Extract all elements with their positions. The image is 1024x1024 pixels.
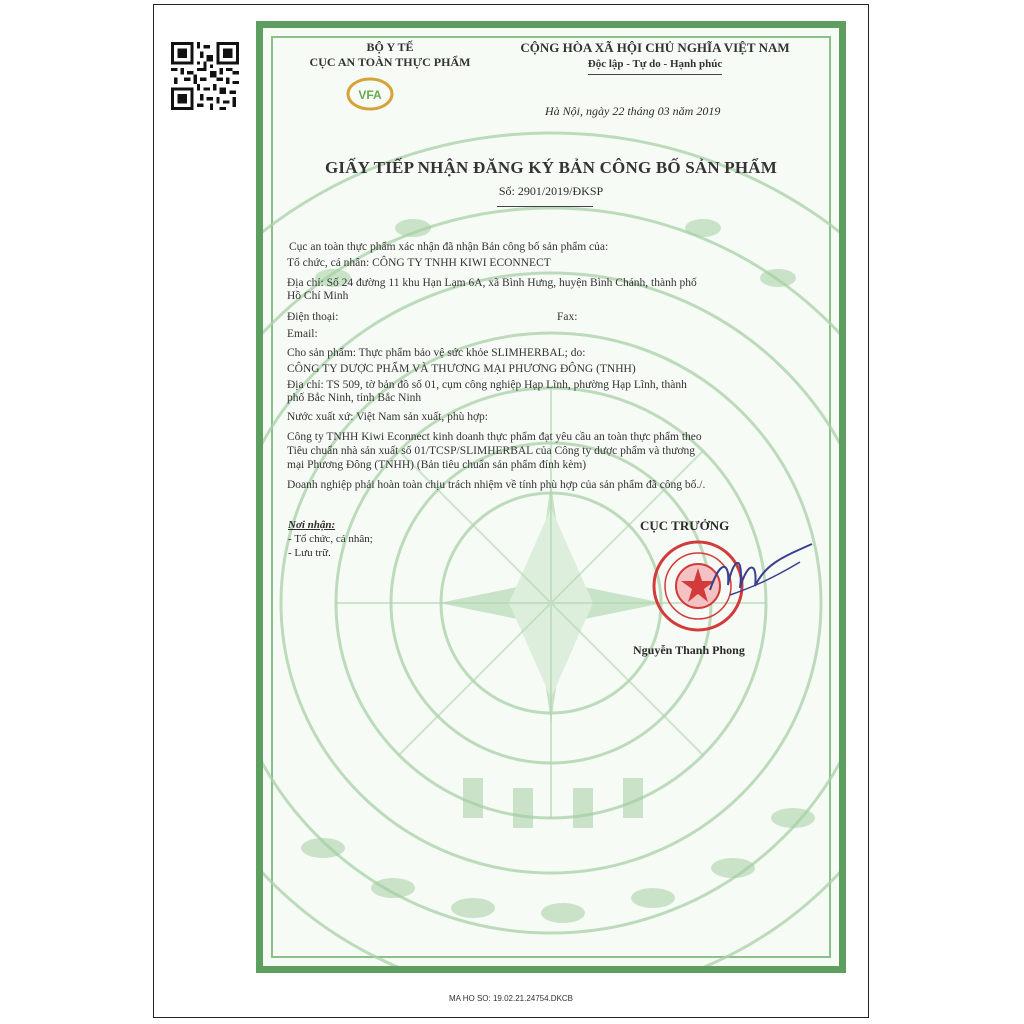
issuing-agency [305, 40, 475, 70]
agency-name: CỤC AN TOÀN THỰC PHẨM [309, 55, 471, 69]
address-line-2b: phố Bắc Ninh, tỉnh Bắc Ninh [287, 392, 422, 404]
manufacturer-line: CÔNG TY DƯỢC PHẨM VÀ THƯƠNG MẠI PHƯƠNG ĐÔNG (TNHH) [287, 363, 636, 375]
document-title: GIẤY TIẾP NHẬN ĐĂNG KÝ BẢN CÔNG BỐ SẢN PHẨM [324, 158, 778, 177]
national-motto-block [480, 40, 830, 72]
title-underline [497, 206, 593, 207]
organization-line: Tổ chức, cá nhân: CÔNG TY TNHH KIWI ECONNECT [287, 257, 551, 269]
address-line-1: Địa chỉ: Số 24 đường 11 khu Hạn Lạm 6A, xã Bình Hưng, huyện Bình Chánh, thành phố [287, 277, 697, 289]
phone-label: Điện thoại: [287, 311, 339, 323]
issue-date: Hà Nội, ngày 22 tháng 03 năm 2019 [545, 104, 721, 118]
document-number: Số: 2901/2019/ĐKSP [498, 184, 604, 198]
svg-text:VFA: VFA [358, 88, 382, 102]
fax-label: Fax: [557, 311, 578, 323]
recipients-block [288, 518, 373, 560]
qr-code-icon [171, 42, 239, 110]
product-line: Cho sản phẩm: Thực phẩm bảo vệ sức khỏe SLIMHERBAL; do: [287, 347, 586, 359]
country-name: CỘNG HÒA XÃ HỘI CHỦ NGHĨA VIỆT NAM [520, 40, 790, 55]
origin-line: Nước xuất xứ: Việt Nam sản xuất, phù hợp: [287, 411, 488, 423]
motto-underline [588, 74, 722, 75]
responsibility-line: Doanh nghiệp phải hoàn toàn chịu trách nhiệm về tính phù hợp của sản phẩm đã công bố./. [287, 479, 706, 491]
signer-name: Nguyễn Thanh Phong [633, 643, 745, 657]
ministry-name: BỘ Y TẾ [366, 40, 414, 54]
address-line-1b: Hồ Chí Minh [287, 290, 349, 302]
recipient-item: - Lưu trữ. [288, 547, 331, 559]
recipient-item: - Tổ chức, cá nhân; [288, 533, 373, 545]
record-code: MA HO SO: 19.02.21.24754.DKCB [448, 994, 574, 1003]
signer-title: CỤC TRƯỞNG [640, 518, 730, 533]
email-label: Email: [287, 328, 318, 340]
handwritten-signature-icon [700, 540, 820, 610]
vfa-logo-icon [345, 76, 395, 112]
recipients-label: Nơi nhận: [288, 519, 336, 531]
address-line-2: Địa chỉ: TS 509, tờ bản đồ số 01, cụm công nghiệp Hạp Lĩnh, phường Hạp Lĩnh, thành [287, 379, 687, 391]
conformity-line-2: Tiêu chuẩn nhà sản xuất số 01/TCSP/SLIMHERBAL của Công ty dược phẩm và thương [287, 445, 696, 457]
conformity-line-1: Công ty TNHH Kiwi Econnect kinh doanh thực phẩm đạt yêu cầu an toàn thực phẩm theo [287, 431, 702, 443]
conformity-line-3: mại Phương Đông (TNHH) (Bản tiêu chuẩn sản phẩm đính kèm) [287, 459, 587, 471]
national-motto: Độc lập - Tự do - Hạnh phúc [587, 58, 723, 70]
intro-line: Cục an toàn thực phẩm xác nhận đã nhận Bản công bố sản phẩm của: [289, 241, 609, 253]
